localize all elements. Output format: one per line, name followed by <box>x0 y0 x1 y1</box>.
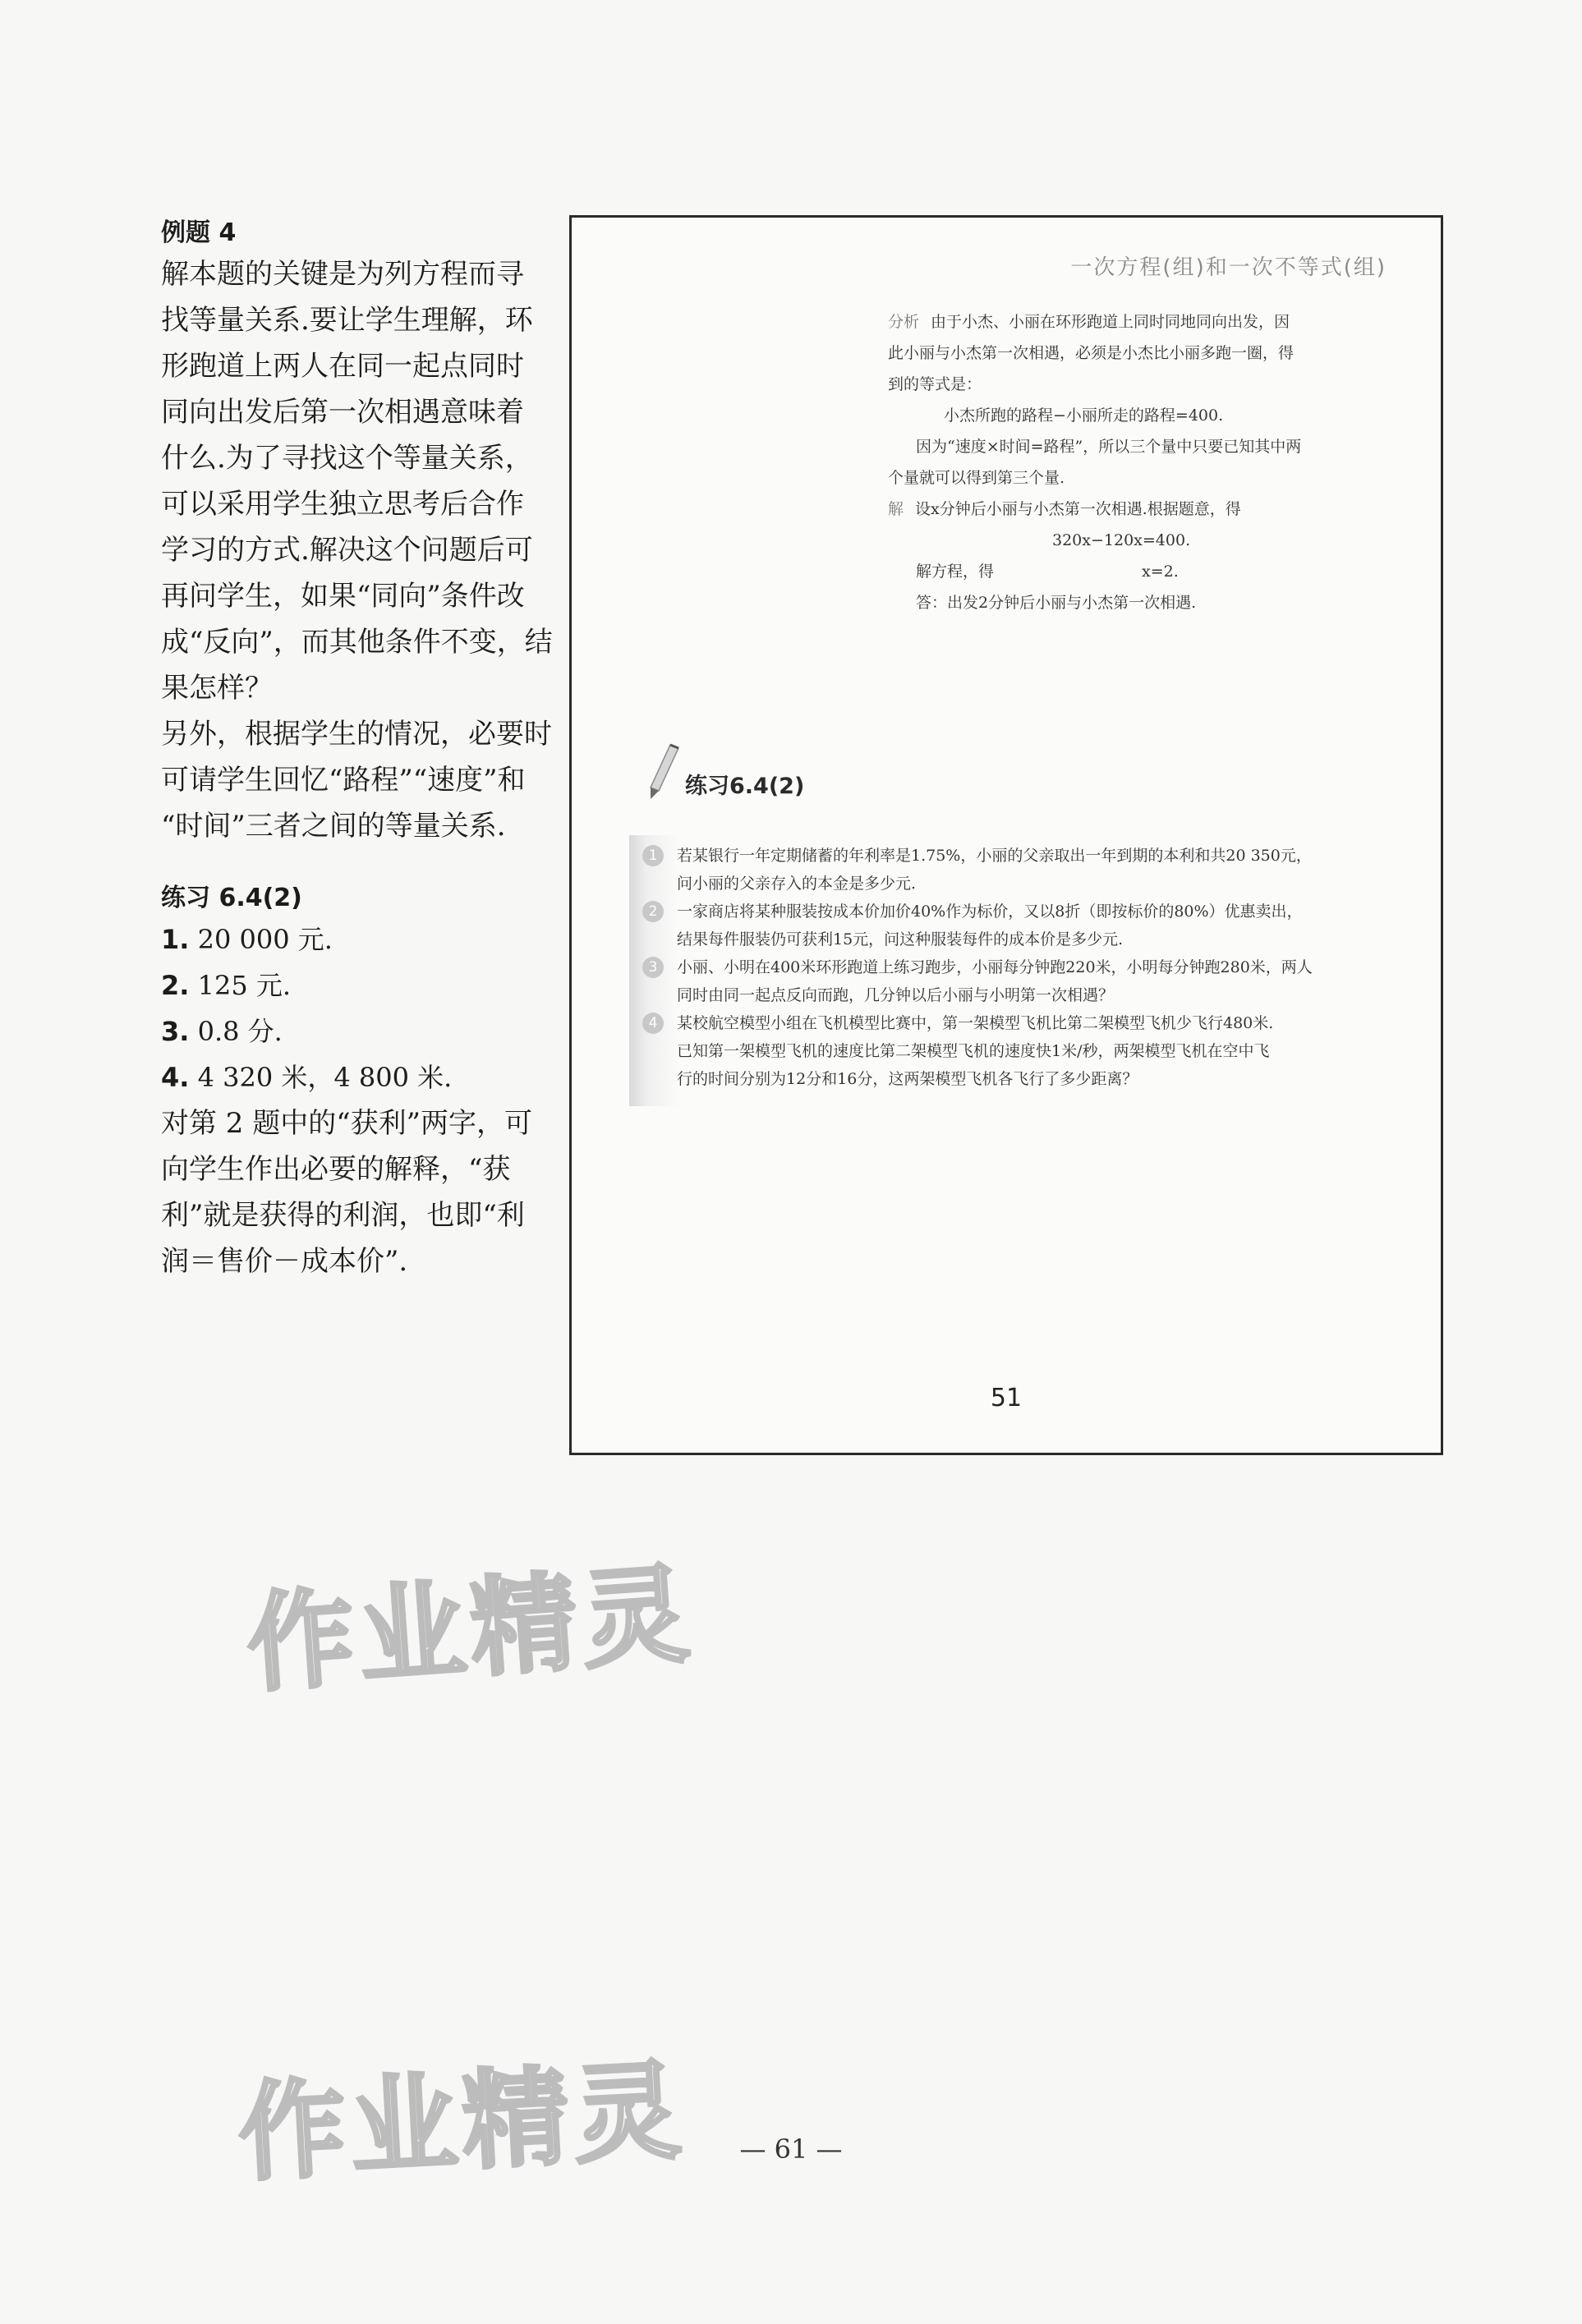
answer-note-line: 润＝售价－成本价”. <box>161 1245 408 1278</box>
practice-title: 练习6.4(2) <box>685 774 805 799</box>
exercise-item <box>648 953 1313 1009</box>
example-note-line: 再问学生，如果“同向”条件改 <box>161 580 525 613</box>
example-note-line: 同向出发后第一次相遇意味着 <box>161 396 524 429</box>
exercise-line: 已知第一架模型飞机的速度比第二架模型飞机的速度快1米/秒，两架模型飞机在空中飞 <box>677 1042 1270 1060</box>
exercise-line: 问小丽的父亲存入的本金是多少元. <box>677 875 917 893</box>
watermark: 作业精灵 <box>235 2047 689 2197</box>
exercise-line: 某校航空模型小组在飞机模型比赛中，第一架模型飞机比第二架模型飞机少飞行480米. <box>677 1014 1274 1032</box>
solve-label: 解方程，得 <box>916 563 995 581</box>
analysis-line: 此小丽与小杰第一次相遇，必须是小杰比小丽多跑一圈，得 <box>888 344 1295 362</box>
exercise-item <box>648 1009 1274 1093</box>
example-note-line: 另外，根据学生的情况，必要时 <box>161 718 552 751</box>
solution-answer: 答：出发2分钟后小丽与小杰第一次相遇. <box>916 594 1197 612</box>
example-note-line: “时间”三者之间的等量关系. <box>161 810 506 843</box>
textbook-page-frame <box>569 215 1443 1455</box>
answer-note-line: 向学生作出必要的解释，“获 <box>161 1153 511 1186</box>
exercise-item <box>648 842 1312 898</box>
watermark: 作业精灵 <box>243 1551 698 1707</box>
answer-text: 125 元. <box>197 970 292 1001</box>
example-note-line: 形跑道上两人在同一起点同时 <box>161 350 524 383</box>
answer-text: 4 320 米，4 800 米. <box>197 1062 453 1093</box>
page-number: — 61 — <box>739 2133 843 2165</box>
solve-result: x=2. <box>1142 563 1179 581</box>
answer-item <box>161 916 547 962</box>
answer-number: 4. <box>161 1062 190 1093</box>
example-solution <box>888 306 1414 618</box>
answer-item <box>161 1008 547 1054</box>
exercise-line: 小丽、小明在400米环形跑道上练习跑步，小丽每分钟跑220米，小明每分钟跑280米，两人 <box>677 958 1313 976</box>
exercise-list <box>629 835 1418 1106</box>
exercise-number: 3 <box>642 957 664 978</box>
example-note-line: 可以采用学生独立思考后合作 <box>161 488 524 521</box>
answer-item <box>161 962 547 1008</box>
analysis-line: 因为“速度×时间=路程”，所以三个量中只要已知其中两 <box>916 438 1302 456</box>
exercise-line: 结果每件服装仍可获利15元，问这种服装每件的成本价是多少元. <box>677 930 1124 948</box>
answer-note-line: 对第 2 题中的“获利”两字，可 <box>161 1107 533 1140</box>
answer-text: 0.8 分. <box>197 1016 283 1047</box>
analysis-label: 分析 <box>888 313 920 331</box>
analysis-line: 到的等式是： <box>888 375 982 393</box>
exercise-line: 行的时间分别为12分和16分，这两架模型飞机各飞行了多少距离？ <box>677 1070 1138 1088</box>
answer-note-line: 利”就是获得的利润，也即“利 <box>161 1199 525 1232</box>
solution-label: 解 <box>888 500 904 518</box>
solution-text: 设x分钟后小丽与小杰第一次相遇.根据题意，得 <box>915 500 1241 518</box>
example-note-line: 解本题的关键是为列方程而寻 <box>161 258 524 291</box>
analysis-line <box>888 306 1414 338</box>
example-note-line: 可请学生回忆“路程”“速度”和 <box>161 764 526 797</box>
exercise-number: 4 <box>642 1013 664 1034</box>
textbook-page-number: 51 <box>990 1384 1023 1412</box>
analysis-equation: 小杰所跑的路程−小丽所走的路程=400. <box>944 406 1224 425</box>
answer-number: 3. <box>161 1016 190 1047</box>
example-note-line: 学习的方式.解决这个问题后可 <box>161 534 533 567</box>
example-heading: 例题 4 <box>161 218 237 247</box>
example-note-line: 什么.为了寻找这个等量关系， <box>161 442 533 475</box>
exercise-item <box>648 898 1303 953</box>
answer-number: 1. <box>161 924 190 955</box>
answer-item <box>161 1054 547 1100</box>
example-note-line: 成“反向”，而其他条件不变，结 <box>161 626 553 659</box>
chapter-title: 一次方程(组)和一次不等式(组) <box>1070 255 1387 280</box>
exercise-number: 2 <box>642 901 664 922</box>
exercise-line: 同时由同一起点反向而跑，几分钟以后小丽与小明第一次相遇？ <box>677 986 1115 1004</box>
example-note-line: 果怎样？ <box>161 672 273 705</box>
answer-number: 2. <box>161 970 190 1001</box>
exercise-number: 1 <box>642 845 664 866</box>
analysis-text: 由于小杰、小丽在环形跑道上同时同地同向出发，因 <box>931 313 1290 331</box>
exercise-line: 一家商店将某种服装按成本价加价40%作为标价，又以8折（即按标价的80%）优惠卖出， <box>677 903 1303 921</box>
pencil-icon <box>646 743 682 801</box>
practice-header <box>646 743 851 801</box>
exercise-line: 若某银行一年定期储蓄的年利率是1.75%，小丽的父亲取出一年到期的本利和共20 350元， <box>677 847 1312 865</box>
example-note-line: 找等量关系.要让学生理解，环 <box>161 304 533 337</box>
solution-solve-line <box>888 556 1414 587</box>
solution-line <box>888 494 1414 525</box>
answer-text: 20 000 元. <box>197 924 333 955</box>
analysis-line: 个量就可以得到第三个量. <box>888 469 1065 487</box>
teaching-notes-column <box>161 215 553 1284</box>
practice-answers-heading: 练习 6.4(2) <box>161 884 302 912</box>
solution-equation: 320x−120x=400. <box>1052 531 1191 549</box>
